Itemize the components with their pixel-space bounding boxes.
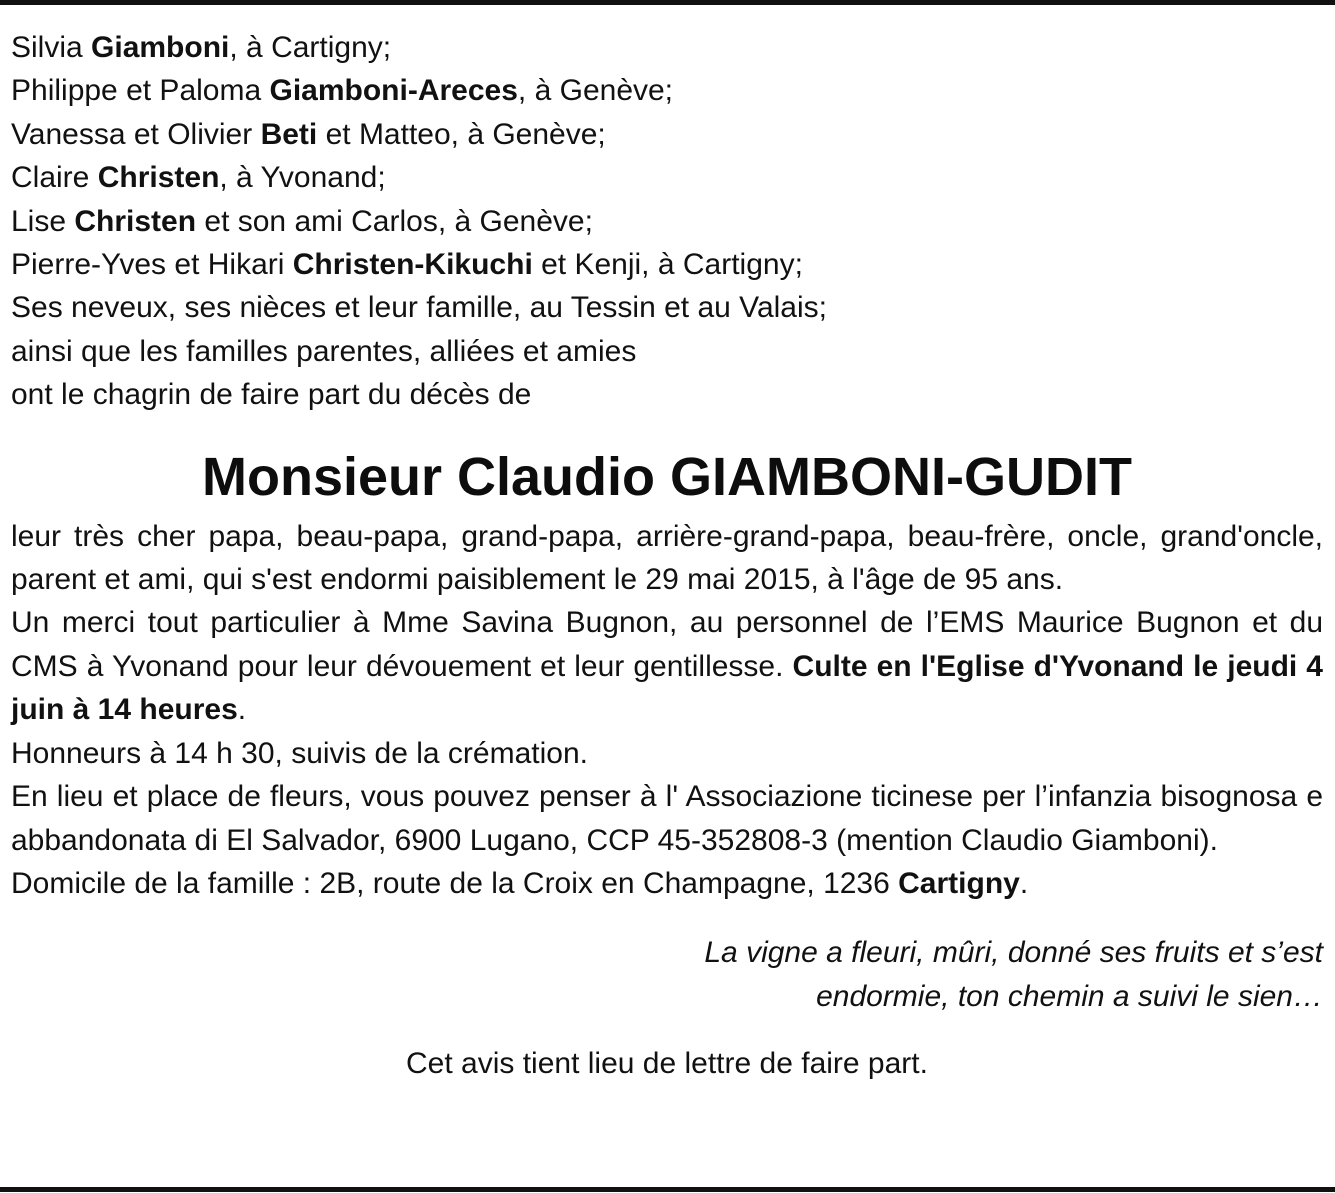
domicile-line: Domicile de la famille : 2B, route de la Croix en Champagne, 1236 Cartigny. (11, 866, 1029, 900)
tribute-paragraph: leur très cher papa, beau-papa, grand-papa, arrière-grand-papa, beau-frère, oncle, grand'oncle, parent et ami, qui s'est endormi paisiblement le 29 mai 2015, à l'âge de 95 ans. (11, 519, 1323, 597)
relatives-line: Ses neveux, ses nièces et leur famille, au Tessin et au Valais; (11, 291, 827, 325)
honours-line: Honneurs à 14 h 30, suivis de la crémation. (11, 736, 588, 770)
thanks-paragraph: Un merci tout particulier à Mme Savina Bugnon, au personnel de l’EMS Maurice Bugnon et du CMS à Yvonand pour leur dévouement et leur gentillesse. Culte en l'Eglise d'Yvonand le jeudi 4 juin à 14 heures. (11, 606, 1323, 727)
closing-line: Cet avis tient lieu de lettre de faire part. (406, 1047, 928, 1081)
service-details: Culte en l'Eglise d'Yvonand le jeudi 4 juin à 14 heures (11, 649, 1323, 727)
deceased-name-heading: Monsieur Claudio GIAMBONI-GUDIT (202, 446, 1132, 507)
announcer-line: Silvia Giamboni, à Cartigny; (11, 31, 392, 64)
chagrin-line: ont le chagrin de faire part du décès de (11, 378, 532, 412)
quote-line: endormie, ton chemin a suivi le sien… (816, 979, 1323, 1013)
bottom-border-rule (0, 1187, 1335, 1192)
families-line: ainsi que les familles parentes, alliées et amies (11, 334, 637, 368)
announcer-line: Lise Christen et son ami Carlos, à Genève; (11, 204, 593, 238)
donation-paragraph: En lieu et place de fleurs, vous pouvez penser à l' Associazione ticinese per l’infanzia bisognosa e abbandonata di El Salvador, 6900 Lugano, CCP 45-352808-3 (mention Claudio Giamboni). (11, 780, 1323, 857)
announcer-line: Pierre-Yves et Hikari Christen-Kikuchi et Kenji, à Cartigny; (11, 248, 803, 282)
epitaph-quote (11, 931, 1323, 1018)
announcer-line: Vanessa et Olivier Beti et Matteo, à Genève; (11, 117, 606, 151)
announcer-line: Philippe et Paloma Giamboni-Areces, à Genève; (11, 74, 674, 108)
top-border-rule (0, 0, 1335, 5)
quote-line: La vigne a fleuri, mûri, donné ses fruits et s’est (704, 936, 1323, 970)
obituary-notice (11, 26, 1323, 1086)
announcer-line: Claire Christen, à Yvonand; (11, 161, 386, 195)
